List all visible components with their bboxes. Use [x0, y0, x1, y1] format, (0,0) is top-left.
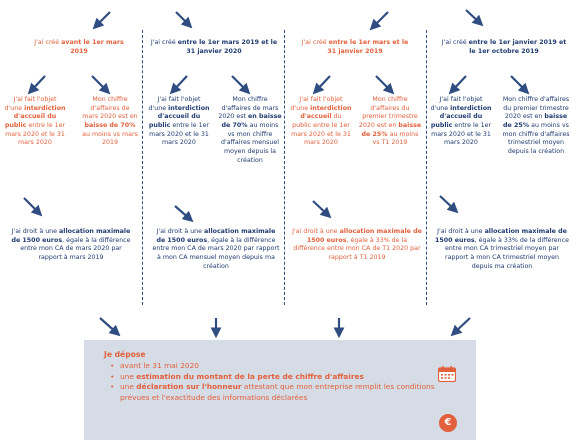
header-col1: J'ai créé avant le 1er mars 2019	[34, 39, 124, 55]
column-divider	[142, 30, 143, 305]
arrow-down-left	[315, 76, 330, 92]
deposit-item: • une déclaration sur l'honneur attestant que mon entreprise remplit les conditions prévues et l'exactitude des informations déclarées	[110, 382, 440, 403]
arrow-down-left	[30, 76, 45, 92]
condition-col2-left: J'ai fait l'objet d'une interdiction d'accueil du public entre le 1er mars 2020 et le 31 mars 2020	[148, 96, 210, 147]
deposit-item: • avant le 31 mai 2020	[110, 361, 440, 372]
condition-col1-right: Mon chiffre d'affaires de mars 2020 est en baisse de 70% au moins vs mars 2019	[82, 96, 138, 147]
condition-col3-right: Mon chiffre d'affaires du premier trimestre 2020 est en baisse de 25% au moins vs T1 2019	[358, 96, 422, 147]
condition-col4-right: Mon chiffre d'affaires du premier trimestre 2020 est en baisse de 25% au moins vs mon chiffre d'affaires trimestriel moyen depuis la création	[502, 96, 570, 156]
allocation-col1: J'ai droit à une allocation maximale de 1500 euros, égale à la différence entre mon CA de mars 2020 par rapport à mars 2019	[11, 228, 131, 262]
condition-col2-right: Mon chiffre d'affaires de mars 2020 est en baisse de 70% au moins vs mon chiffre d'affaires mensuel moyen depuis la création	[218, 96, 282, 164]
arrow-down-right	[24, 198, 40, 214]
arrow-down-right	[440, 196, 456, 211]
allocation-col4: J'ai droit à une allocation maximale de 1500 euros, égale à 33% de la différence entre mon CA trimestriel moyen par rapport à mon CA trimestriel moyen depuis ma création	[435, 228, 569, 270]
arrow-down-left	[95, 12, 110, 27]
column-divider	[284, 30, 285, 305]
header-col4: J'ai créé entre le 1er janvier 2019 et le 1er octobre 2019	[441, 39, 567, 55]
arrow-down-left	[172, 76, 187, 92]
condition-col3-left: J'ai fait l'objet d'une interdiction d'accueil du public entre le 1er mars 2020 et le 31 mars 2020	[290, 96, 352, 147]
arrow-down-left	[453, 318, 470, 334]
deposit-item: • une estimation du montant de la perte de chiffre d'affaires	[110, 372, 440, 383]
condition-col1-left: J'ai fait l'objet d'une interdiction d'accueil du public entre le 1er mars 2020 et le 31 mars 2020	[4, 96, 66, 147]
arrow-down-right	[511, 76, 527, 92]
calendar-icon	[438, 366, 456, 382]
arrow-down-right	[175, 206, 191, 220]
condition-col4-left: J'ai fait l'objet d'une interdiction d'accueil du public entre le 1er mars 2020 et le 31 mars 2020	[430, 96, 492, 147]
arrow-down-right	[313, 201, 329, 216]
header-col3: J'ai créé entre le 1er mars et le 31 janvier 2019	[301, 39, 409, 55]
arrow-down-right	[92, 76, 108, 92]
allocation-col3: J'ai droit à une allocation maximale de 1500 euros, égale à 33% de la différence entre mon CA de T1 2020 par rapport à T1 2019	[292, 228, 422, 262]
arrow-down-right	[176, 12, 190, 26]
arrow-down-left	[372, 12, 388, 28]
arrow-down-right	[376, 76, 392, 92]
allocation-col2: J'ai droit à une allocation maximale de 1500 euros, égale à la différence entre mon CA de mars 2020 par rapport à mon CA mensuel moyen depuis ma création	[152, 228, 280, 270]
arrow-down-right	[232, 76, 248, 92]
deposit-list	[110, 361, 440, 403]
arrow-down-right	[100, 318, 118, 334]
euro-icon: €	[439, 414, 457, 432]
arrow-down-right	[466, 10, 481, 24]
deposit-title: Je dépose	[104, 350, 146, 359]
column-divider	[426, 30, 427, 305]
header-col2: J'ai créé entre le 1er mars 2019 et le 31 janvier 2020	[150, 39, 278, 55]
arrow-down-left	[451, 76, 466, 92]
